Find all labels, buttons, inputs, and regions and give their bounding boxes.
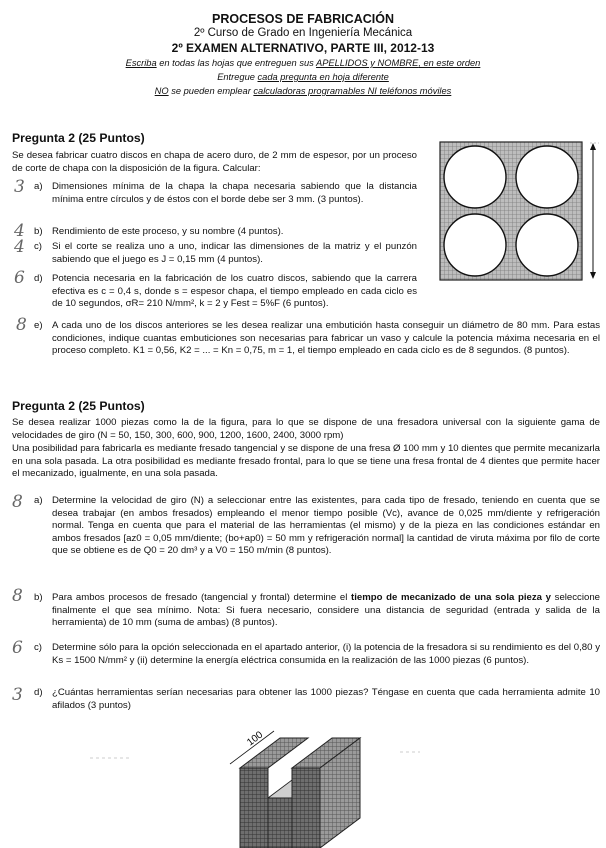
sheet-discs-figure (432, 138, 602, 290)
instruction-1-c: APELLIDOS y NOMBRE (316, 58, 419, 68)
q1-item-a: Dimensiones mínima de la chapa la chapa necesaria sabiendo que la distancia mínima entre círculos y de éstos con el borde debe ser 3 mm. (3 puntos). (52, 181, 417, 205)
q2-item-b-text-a: Para ambos procesos de fresado (tangencial y frontal) determine el (52, 592, 352, 603)
q1-label-c: c) (34, 241, 42, 252)
q1-mark-c: 4 (14, 237, 25, 257)
q2-item-b-text-bold: tiempo de mecanizado de una sola pieza y (351, 592, 551, 603)
instruction-3-c: calculadoras programables NI teléfonos móviles (253, 86, 452, 96)
instruction-1-a: Escriba (125, 58, 157, 68)
q2-item-b (52, 592, 600, 630)
q2-title: Pregunta 2 (25 Puntos) (12, 399, 145, 413)
q1-item-e: A cada uno de los discos anteriores se les desea realizar una embutición hasta conseguir un diámetro de 80 mm. Para estas condiciones, indique cuantas embuticiones son necesarias para fabricar un vaso y calcule la potencia máxima necesaria en el proceso completo. K1 = 0,56, K2 = ... = Kn = 0,75, m = 1, el tiempo empleado en cada ciclo es de 8 segundos. (8 puntos). (52, 320, 600, 357)
instruction-3 (0, 86, 606, 96)
block-front-right (292, 768, 320, 848)
q2-mark-d: 3 (12, 685, 23, 705)
q1-mark-d: 6 (14, 268, 25, 288)
q1-label-b: b) (34, 226, 43, 237)
q2-intro-2: Una posibilidad para fabricarla es mediante fresado tangencial y se dispone de una fresa Ø 100 mm y 10 dientes que permite mecanizarla en una sola pasada. La otra posibilidad es mediante fresado frontal, para lo que se tiene una fresa frontal de 4 dientes que permite hacer el mecanizado, igualmente, en una sola pasada. (12, 443, 600, 480)
instruction-3-b: se pueden emplear (168, 86, 254, 96)
instruction-3-a: NO (154, 86, 169, 96)
q2-label-c: c) (34, 642, 42, 653)
q1-item-b: Rendimiento de este proceso, y su nombre (4 puntos). (52, 226, 284, 237)
instruction-1 (0, 58, 606, 68)
q1-label-a: a) (34, 181, 43, 192)
disc-1 (444, 146, 506, 208)
exam-line: 2º EXAMEN ALTERNATIVO, PARTE III, 2012-13 (171, 41, 435, 55)
q1-label-d: d) (34, 273, 43, 284)
q1-mark-e: 8 (16, 315, 27, 335)
workpiece-figure (80, 722, 500, 848)
slot-front (268, 798, 292, 848)
disc-2 (516, 146, 578, 208)
disc-3 (444, 214, 506, 276)
q2-mark-c: 6 (12, 638, 23, 658)
q2-item-d: ¿Cuántas herramientas serían necesarias para obtener las 1000 piezas? Téngase en cuenta que cada herramienta admite 10 afilados (3 puntos) (52, 687, 600, 711)
q2-item-c: Determine sólo para la opción seleccionada en el apartado anterior, (i) la potencia de la fresadora si su rendimiento es del 0,80 y Ks = 1500 N/mm² y (ii) determine la energía eléctrica consumida en la realización de las 1000 piezas (6 puntos). (52, 642, 600, 666)
instruction-2 (0, 72, 606, 82)
q2-item-a: Determine la velocidad de giro (N) a seleccionar entre las existentes, para cada tipo de fresado, teniendo en cuenta que se desea trabajar (en ambos fresados) empleando el menor tiempo posible (Vc), avance de 0,025 mm/diente y refrigeración normal. Tenga en cuenta que para el material de las herramientas (el mismo) y de la pieza en las condiciones estándar en ambos fresados [az0 = 0,05 mm/diente; (bo+ap0) = 50 mm y refrigeración normal] la cantidad de viruta máxima por filo de corte que se obtiene es de Q0 = 20 dm³ y a V0 = 150 m/min (8 puntos). (52, 495, 600, 557)
instruction-2-b: cada pregunta en hoja diferente (257, 72, 389, 82)
q1-item-c: Si el corte se realiza uno a uno, indicar las dimensiones de la matriz y el punzón sabiendo que el juego es J = 0,15 mm (4 puntos). (52, 241, 417, 265)
instruction-1-b: en todas las hojas que entreguen sus (156, 58, 317, 68)
q1-label-e: e) (34, 320, 43, 331)
course-line: 2º Curso de Grado en Ingeniería Mecánica (193, 27, 413, 39)
q1-item-d: Potencia necesaria en la fabricación de los cuatro discos, sabiendo que la carrera efectiva es c = 0,4 s, donde s = espesor chapa, el tiempo empleado en cada ciclo es de 10 segundos, σR= 210 N/mm², k = 2 y Fest = 5%F (6 puntos). (52, 273, 417, 310)
q1-title: Pregunta 2 (25 Puntos) (12, 131, 145, 145)
dimension-label-100: 100 (245, 729, 266, 749)
disc-4 (516, 214, 578, 276)
exam-title: PROCESOS DE FABRICACIÓN (212, 12, 394, 26)
q2-mark-b: 8 (12, 586, 23, 606)
instruction-1-d: , en este orden (418, 58, 481, 68)
q2-item-b-text-c: seleccione finalmente el que sea mínimo. Nota: Si fuera necesario, considere una distancia de seguridad (entrada y salida de la herramienta) de 10 mm (suma de ambas) (8 puntos). (52, 592, 600, 629)
q2-label-a: a) (34, 495, 43, 506)
q1-mark-a: 3 (14, 177, 25, 197)
q2-label-d: d) (34, 687, 43, 698)
q1-intro: Se desea fabricar cuatro discos en chapa de acero duro, de 2 mm de espesor, por un proceso de corte de chapa con la disposición de la figura. Calcular: (12, 150, 417, 174)
q2-mark-a: 8 (12, 492, 23, 512)
q2-intro-1: Se desea realizar 1000 piezas como la de la figura, para lo que se dispone de una fresadora universal con la siguiente gama de velocidades de giro (N = 50, 150, 300, 600, 900, 1200, 1600, 2400, 3000 rpm) (12, 417, 600, 441)
instruction-2-a: Entregue (217, 72, 258, 82)
q2-label-b: b) (34, 592, 43, 603)
block-front-left (240, 768, 268, 848)
q1-mark-b: 4 (14, 221, 25, 241)
